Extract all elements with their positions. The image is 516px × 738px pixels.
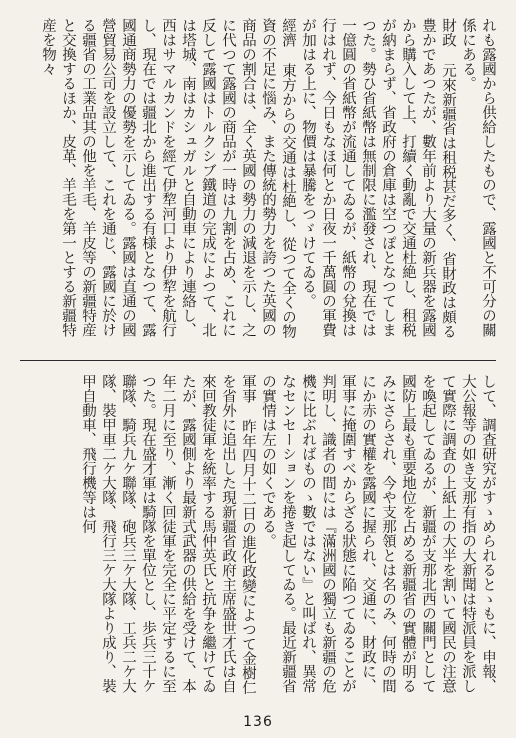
upper-text-block: れも露國から供給したもので、露國と不可分の關係にある。 財政 元來新疆省は租税甚だ多く、省財政は頗る豊かであつたが、數年前より大量の新兵器を露國から購入して上、打續く動亂で交通杜絶し、租税が納まらず、省政府の倉庫は空つぽとなつてしまつた。勢ひ省紙幣は無制限に濫發され、現在では一億圓の省紙幣が流通してゐるが、紙幣の兌換は行はれず、今日もなほ何とか日夜一千萬圓の軍費が加はる上に、物價は暴騰をつゞけてゐる。 經濟 東方からの交通は杜絶し、從つて全くの物資の不足に惱み、また傳統的勢力を誇つた英國の商品の割合は、全く英國の勢力の減退を示し、之に代つて露國の商品が一時は九割を占め、これに反して露國はトルクシブ鐵道の完成によつて、北は塔城、南はカシュガルと自動車により連絡し、西はサマルカンドを經て伊犂河口より伊犂を航行し、現在では疆北から進出する有様となつて、露國通商勢力の優勢を示してゐる。露國は直通の國營貿易公司を設立して、これを通じ、露國に於ける疆省の工業品其の他を羊毛、羊皮等の新疆特産と交換するほか、皮革、羊毛を第一とする新疆特産を物々	[40, 18, 496, 339]
divider-line	[20, 360, 496, 361]
page-number: 136	[243, 714, 273, 730]
lower-text-block: して、調査研究がすゝめられるとゝもに、申報、大公報等の如き支那有指の大新聞は特派員を派して實際に調査の上紙上の大半を割いて國民の注意を喚起してゐるが、新疆が支那北西の關門として國防上最も重要地位を占める新疆省の實體が明るみにさらされ、今や支那領とは名のみ、何時の間にか赤の實權を露國に握られ、交通に、財政に、軍事に掩圍すべからざる狀態に陥つてゐることが判明し、識者の間には『滿洲國の獨立も新疆の危機に比ぶればものゝ數ではない』と叫ばれ、異常なセンセーションを捲き起してゐる。最近新疆省の實情は左の如くである。 軍事 昨年四月十二日の進化政變によつて金樹仁を省外に追出した現新疆省政府主席盛世才氏は自來回教徒軍を統率する馬仲英氏と抗争を繼けてゐたが、露國側より最新式武器の供給を受けて、本年二月に至り、漸く回徒軍を完全に平定するに至つた。現在盛才軍は騎隊を單位とし、歩兵三十ケ聯隊、騎兵九ケ聯隊、砲兵三ケ大隊、工兵二ケ大隊、裝甲車二ケ大隊、飛行三ケ大隊より成り、裝甲自動車、飛行機等は何	[80, 374, 496, 695]
